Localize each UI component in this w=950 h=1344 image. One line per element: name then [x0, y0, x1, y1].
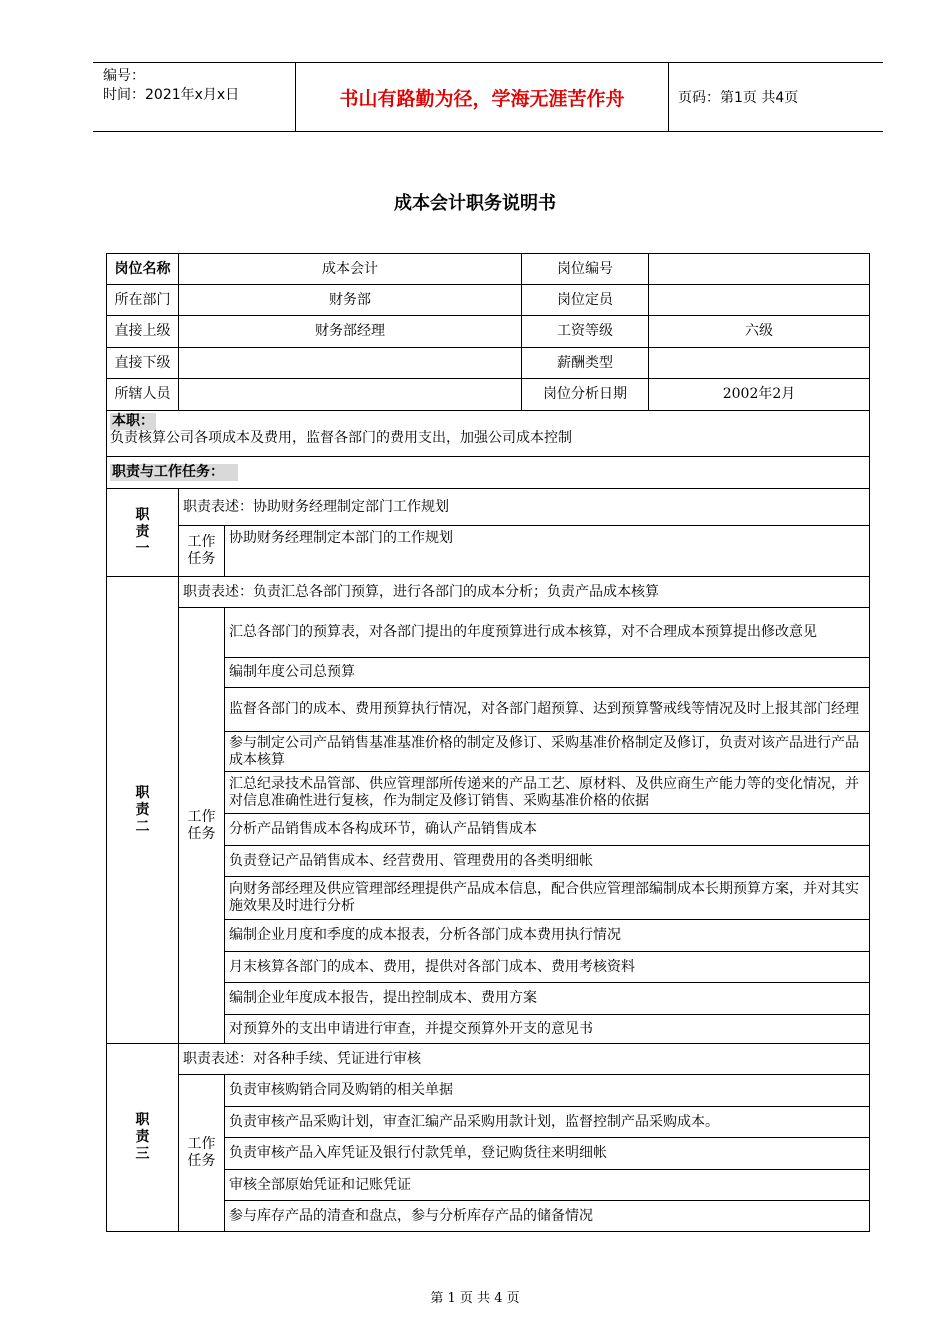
duty-label: [107, 489, 179, 577]
header-number: 编号：: [103, 68, 145, 84]
zhize-header: 职责与工作任务：: [110, 464, 238, 481]
header-meta: [103, 67, 239, 105]
header-motto: 书山有路勤为径，学海无涯苦作舟: [339, 87, 625, 110]
zhize-header-row: [107, 457, 870, 489]
info-label: 岗位定员: [522, 285, 649, 316]
document-title: 成本会计职务说明书: [394, 193, 556, 214]
info-label: 薪酬类型: [522, 348, 649, 379]
info-row: [107, 379, 870, 411]
task-item: 协助财务经理制定本部门的工作规划: [225, 526, 870, 577]
duty-description: 职责表述：负责汇总各部门预算，进行各部门的成本分析；负责产品成本核算: [179, 577, 870, 608]
task-item: 编制企业月度和季度的成本报表，分析各部门成本费用执行情况: [225, 920, 870, 952]
info-label: 岗位编号: [522, 254, 649, 285]
task-item: 分析产品销售成本各构成环节，确认产品销售成本: [225, 814, 870, 846]
task-item: 月末核算各部门的成本、费用，提供对各部门成本、费用考核资料: [225, 952, 870, 983]
duty-label-text: 职责二: [135, 784, 150, 835]
info-value: [649, 285, 870, 316]
duty-label: [107, 577, 179, 1044]
header-page-number: 页码：第1页 共4页: [678, 90, 799, 106]
info-value: [179, 348, 522, 379]
info-label: 工资等级: [522, 316, 649, 348]
task-item: 负责审核购销合同及购销的相关单据: [225, 1075, 870, 1107]
task-label-text: 工作任务: [187, 808, 216, 842]
task-item: 编制企业年度成本报告，提出控制成本、费用方案: [225, 983, 870, 1015]
info-value: 成本会计: [179, 254, 522, 285]
task-label-text: 工作任务: [187, 1136, 216, 1169]
info-label: 岗位名称: [107, 254, 179, 285]
task-label: [179, 1075, 225, 1232]
task-label: [179, 608, 225, 1044]
info-label: 直接上级: [107, 316, 179, 348]
info-row: [107, 254, 870, 285]
duty-label-text: 职责三: [135, 1112, 150, 1162]
info-row: [107, 316, 870, 348]
task-item: 参与库存产品的清查和盘点，参与分析库存产品的储备情况: [225, 1201, 870, 1232]
task-item: 参与制定公司产品销售基准基准价格的制定及修订、采购基准价格制定及修订，负责对该产品进行产品成本核算: [225, 732, 870, 772]
task-item: 向财务部经理及供应管理部经理提供产品成本信息，配合供应管理部编制成本长期预算方案，并对其实施效果及时进行分析: [225, 877, 870, 920]
benzhi-text: 负责核算公司各项成本及费用，监督各部门的费用支出，加强公司成本控制: [110, 430, 572, 446]
header-divider: [668, 63, 669, 131]
task-item: 汇总各部门的预算表，对各部门提出的年度预算进行成本核算，对不合理成本预算提出修改意见: [225, 608, 870, 658]
info-label: 岗位分析日期: [522, 379, 649, 411]
info-row: [107, 348, 870, 379]
info-value: 财务部: [179, 285, 522, 316]
header-time: 时间：2021年x月x日: [103, 87, 240, 103]
task-row: [107, 1075, 870, 1107]
info-label: 所辖人员: [107, 379, 179, 411]
page-header: [93, 62, 883, 132]
duty-label-text: 职责一: [135, 507, 150, 557]
benzhi-cell: [107, 411, 870, 457]
task-label: 工作任务: [179, 526, 225, 577]
task-item: 对预算外的支出申请进行审查，并提交预算外开支的意见书: [225, 1015, 870, 1044]
duty-desc-row: [107, 489, 870, 526]
benzhi-label: 本职：: [112, 413, 154, 429]
task-row: [107, 608, 870, 658]
duty-description: 职责表述：对各种手续、凭证进行审核: [179, 1044, 870, 1075]
task-row: [107, 526, 870, 577]
duty-desc-row: [107, 577, 870, 608]
task-item: 汇总纪录技术品管部、供应管理部所传递来的产品工艺、原材料、及供应商生产能力等的变化情况，并对信息准确性进行复核，作为制定及修订销售、采购基准价格的依据: [225, 772, 870, 814]
job-description-table: [106, 253, 870, 1232]
info-label: 所在部门: [107, 285, 179, 316]
info-value: 财务部经理: [179, 316, 522, 348]
info-row: [107, 285, 870, 316]
info-value: [179, 379, 522, 411]
task-item: 负责审核产品入库凭证及银行付款凭单，登记购货往来明细帐: [225, 1138, 870, 1170]
zhize-header-cell: [107, 457, 870, 489]
info-label: 直接下级: [107, 348, 179, 379]
task-item: 负责登记产品销售成本、经营费用、管理费用的各类明细帐: [225, 846, 870, 877]
task-item: 编制年度公司总预算: [225, 658, 870, 688]
benzhi-row: [107, 411, 870, 457]
page-footer: 第 1 页 共 4 页: [430, 1291, 520, 1306]
info-value: [649, 348, 870, 379]
task-item: 监督各部门的成本、费用预算执行情况，对各部门超预算、达到预算警戒线等情况及时上报其部门经理: [225, 688, 870, 732]
info-value: 六级: [649, 316, 870, 348]
info-value: 2002年2月: [649, 379, 870, 411]
duty-description: 职责表述：协助财务经理制定部门工作规划: [179, 489, 870, 526]
task-item: 负责审核产品采购计划，审查汇编产品采购用款计划，监督控制产品采购成本。: [225, 1107, 870, 1138]
task-item: 审核全部原始凭证和记账凭证: [225, 1170, 870, 1201]
duty-label: [107, 1044, 179, 1232]
info-value: [649, 254, 870, 285]
duty-desc-row: [107, 1044, 870, 1075]
